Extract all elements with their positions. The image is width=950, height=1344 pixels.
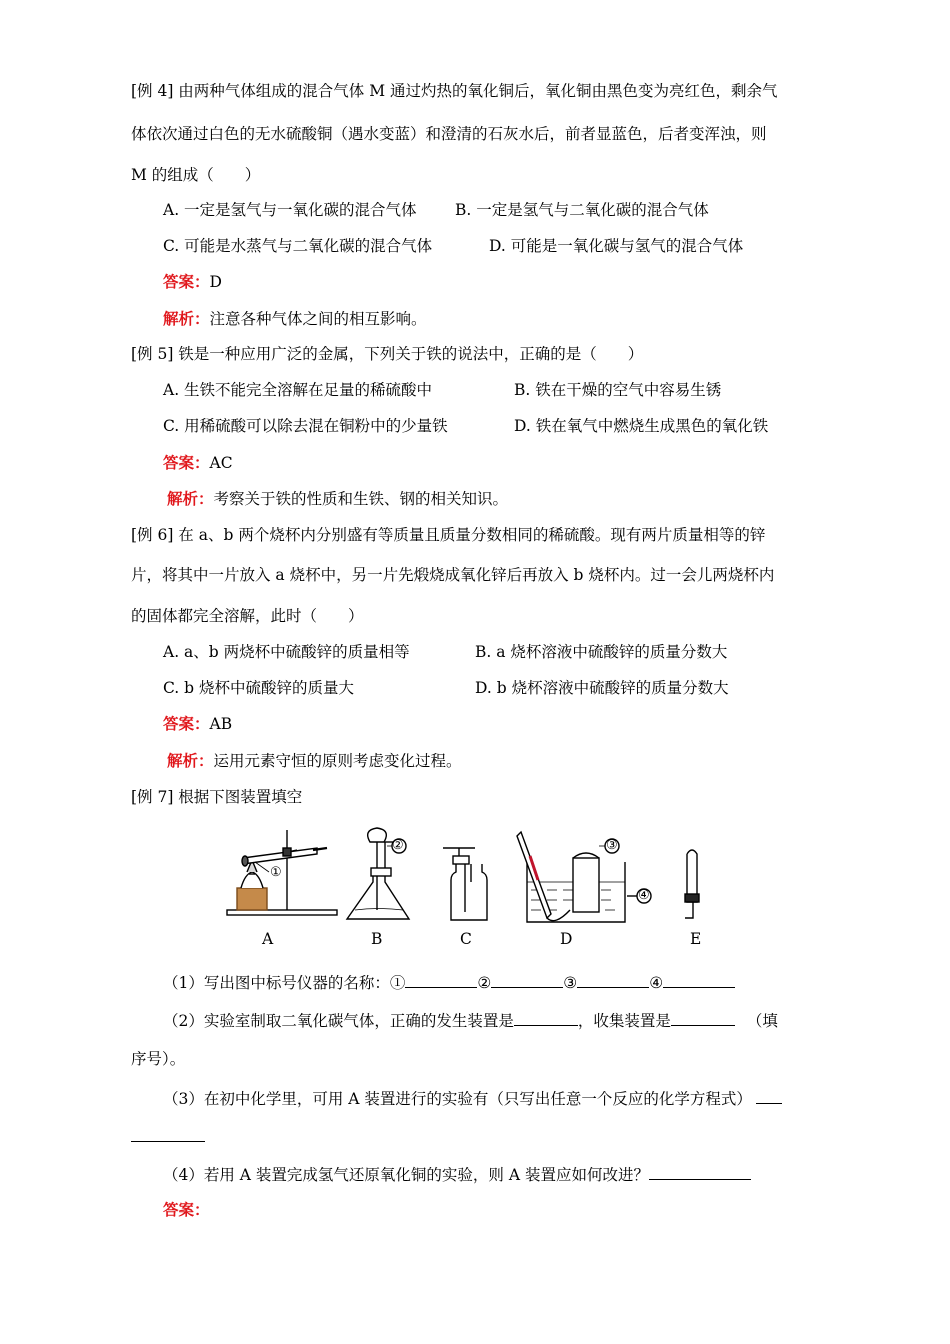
answer-label: 答案： [163,272,210,291]
ex4-analysis [163,308,427,330]
ex6-option-d: D. b 烧杯溶液中硫酸锌的质量分数大 [475,679,729,697]
ex4-option-c: C. 可能是水蒸气与二氧化碳的混合气体 [163,237,433,255]
fig-label-b: B [371,930,383,948]
analysis-text: 考察关于铁的性质和生铁、钢的相关知识。 [213,490,509,508]
callout-3: ③ [606,838,618,853]
answer-label: 答案： [163,714,210,733]
ex6-stem-line1: [例 6] 在 a、b 两个烧杯内分别盛有等质量且质量分数相同的稀硫酸。现有两片质量相等的锌 [131,526,766,544]
q1-mark-2: ② [477,974,492,992]
q4-blank[interactable] [649,1164,751,1180]
ex5-stem-line1: [例 5] 铁是一种应用广泛的金属，下列关于铁的说法中，正确的是（ ） [131,345,644,363]
q1-mark-1: ① [389,974,406,992]
ex7-q1 [163,972,735,994]
ex6-answer [163,713,232,735]
q3-blank-1[interactable] [756,1088,782,1104]
q2-blank-2[interactable] [671,1010,735,1026]
ex4-stem-line3: M 的组成（ ） [131,166,261,184]
analysis-label: 解析： [167,751,214,770]
apparatus-figure [225,822,745,952]
ex6-analysis [167,750,462,772]
fig-label-e: E [690,930,702,948]
ex6-stem-line2: 片，将其中一片放入 a 烧杯中，另一片先煅烧成氧化锌后再放入 b 烧杯内。过一会儿两烧杯内 [131,566,775,584]
answer-value: AC [209,454,233,472]
ex6-option-a: A. a、b 两烧杯中硫酸锌的质量相等 [163,643,410,661]
q2-text-b: ，收集装置是 [577,1012,671,1030]
q3-blank-2[interactable] [131,1126,205,1142]
ex4-answer [163,271,222,293]
ex7-answer-label: 答案： [163,1200,210,1219]
ex5-analysis [167,488,508,510]
apparatus-a [227,830,337,915]
apparatus-c [443,848,487,920]
ex5-answer [163,452,233,474]
fig-label-c: C [460,930,472,948]
answer-value: AB [209,715,233,733]
ex5-option-c: C. 用稀硫酸可以除去混在铜粉中的少量铁 [163,417,448,435]
fig-label-d: D [560,930,573,948]
q1-mark-4: ④ [649,974,664,992]
callout-4: ④ [638,888,650,903]
ex5-option-b: B. 铁在干燥的空气中容易生锈 [514,381,722,399]
analysis-label: 解析： [163,309,210,328]
answer-value: D [209,273,222,291]
analysis-label: 解析： [167,489,214,508]
ex4-stem-line2: 体依次通过白色的无水硫酸铜（遇水变蓝）和澄清的石灰水后，前者显蓝色，后者变浑浊，则 [131,125,767,143]
ex4-option-a: A. 一定是氢气与一氧化碳的混合气体 [163,201,417,219]
callout-1: ① [270,865,282,880]
q1-blank-1[interactable] [405,972,477,988]
q2-text-a: （2）实验室制取二氧化碳气体，正确的发生装置是 [163,1012,514,1030]
q1-blank-2[interactable] [491,972,563,988]
ex5-option-a: A. 生铁不能完全溶解在足量的稀硫酸中 [163,381,433,399]
ex6-option-c: C. b 烧杯中硫酸锌的质量大 [163,679,355,697]
q1-blank-3[interactable] [577,972,649,988]
apparatus-d [517,832,651,922]
callout-2: ② [392,838,404,853]
ex7-q2 [163,1010,778,1032]
ex7-q3 [163,1088,782,1110]
q1-mark-3: ③ [563,974,578,992]
ex7-stem-line1: [例 7] 根据下图装置填空 [131,788,303,806]
ex7-q4 [163,1164,751,1186]
ex4-option-b: B. 一定是氢气与二氧化碳的混合气体 [455,201,709,219]
ex4-stem-line1: [例 4] 由两种气体组成的混合气体 M 通过灼热的氧化铜后，氧化铜由黑色变为亮红色，剩余气 [131,82,778,100]
analysis-text: 注意各种气体之间的相互影响。 [209,310,427,328]
analysis-text: 运用元素守恒的原则考虑变化过程。 [213,752,462,770]
answer-label: 答案： [163,453,210,472]
q4-text: （4）若用 A 装置完成氢气还原氧化铜的实验，则 A 装置应如何改进？ [163,1166,649,1184]
ex7-q2-line2: 序号）。 [131,1050,186,1068]
fig-label-a: A [262,930,274,948]
ex4-option-d: D. 可能是一氧化碳与氢气的混合气体 [489,237,744,255]
q1-blank-4[interactable] [663,972,735,988]
q2-text-c: （填 [746,1012,778,1030]
q1-text: （1）写出图中标号仪器的名称： [163,974,390,992]
q2-blank-1[interactable] [514,1010,578,1026]
apparatus-e [685,850,699,918]
ex5-option-d: D. 铁在氧气中燃烧生成黑色的氧化铁 [514,417,769,435]
ex6-stem-line3: 的固体都完全溶解，此时（ ） [131,607,364,625]
ex6-option-b: B. a 烧杯溶液中硫酸锌的质量分数大 [475,643,728,661]
q3-text: （3）在初中化学里，可用 A 装置进行的实验有（只写出任意一个反应的化学方程式） [163,1090,752,1108]
